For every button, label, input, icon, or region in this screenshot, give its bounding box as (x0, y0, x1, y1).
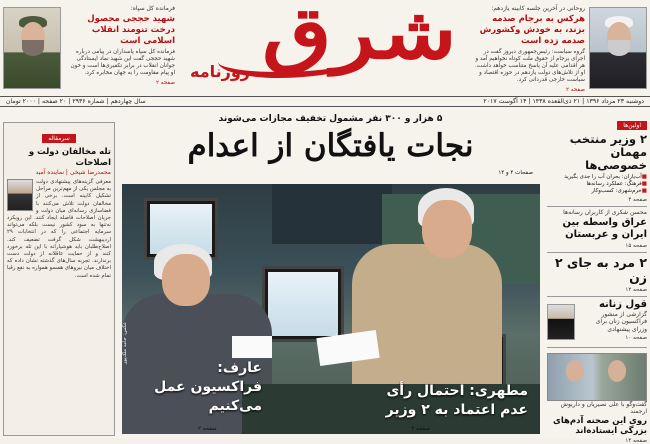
bullet-item: ■ آب‌یاران: بحران آب را جدی بگیرید (547, 174, 647, 181)
caption-right[interactable]: مطهری: احتمال رأی عدم اعتماد به ۲ وزیر (385, 383, 528, 418)
teaser-page-ref: صفحه ۲ (566, 87, 585, 93)
document-paper (232, 336, 272, 358)
brief-page-ref: صفحه ۱۴ (625, 437, 647, 444)
date-text: دوشنبه ۲۳ مرداد ۱۳۹۶ | ۲۱ ذی‌القعده ۱۴۳۸ | ۱۴ آگوست ۲۰۱۷ (483, 98, 644, 105)
brief-kicker: محسن شکری از کاربران رسانه‌ها (563, 209, 647, 216)
beard-shape (22, 40, 44, 56)
bullet-item: ■ خرم‌شهری: کسب‌وکار (547, 188, 647, 195)
logo-subtitle: روزنامه (190, 62, 250, 81)
face-shape (422, 200, 472, 258)
brief-headline: ۲ مرد به جای ۲ زن (554, 254, 647, 285)
brief-page-ref: صفحه ۱۲ (625, 286, 647, 293)
teaser-kicker: روحانی در آخرین جلسه کابینه یازدهم: (491, 5, 585, 12)
caption-left[interactable]: عارف: فراکسیون عمل می‌کنیم (154, 360, 262, 414)
brief-body: گزارشی از منشور فراکسیون زنان برای وزرای پیشنهادی (595, 310, 647, 333)
photo-credit: عکس: حامد ملک‌پور (122, 321, 128, 364)
teaser-box-left[interactable] (3, 3, 179, 93)
teaser-headline: شهید حججی محصول درخت تنومند انقلاب اسلامی است (87, 14, 175, 46)
beard-shape (608, 40, 630, 56)
editorial-headline: تله مخالفان دولت و اصلاحات (28, 147, 111, 168)
logo-wordmark: شرق (262, 0, 457, 75)
newspaper-logo[interactable] (188, 0, 463, 94)
portrait-photo (3, 7, 61, 89)
man-beige-suit (352, 244, 502, 404)
background-figure (272, 184, 392, 244)
woman-photo (547, 304, 575, 340)
brief-headline: روی این صحنه آدم‌های بزرگی ایستاده‌اند (553, 415, 647, 436)
face-shape (162, 254, 210, 306)
portrait-photo (589, 7, 647, 89)
editorial-author: محمدرضا شیخی | نماینده آمید (35, 169, 111, 176)
teaser-headline: هرکس به برجام صدمه بزند، به خودش وکشورش صدمه زده است (479, 14, 585, 46)
caption-page-ref: صفحه ۲ (198, 426, 217, 432)
section-tag: اولین‌ها (617, 121, 647, 130)
bullet-item: ■ فرهنگ: عملکرد رسانه‌ها (547, 181, 647, 188)
brief-headline: عراق واسطه بین ایران و عربستان (562, 216, 647, 240)
teaser-text (65, 5, 175, 87)
face-shape (566, 360, 584, 382)
lead-headline[interactable]: نجات یافتگان از اعدام (187, 128, 474, 164)
brief-story[interactable] (547, 252, 647, 293)
teaser-text (473, 5, 585, 93)
monitor-center (262, 266, 344, 342)
brief-bullets (547, 174, 647, 195)
brief-story[interactable] (547, 206, 647, 249)
teaser-page-ref: صفحه ۲ (156, 80, 175, 86)
two-men-photo (547, 353, 647, 401)
teaser-kicker: فرمانده کل سپاه: (130, 5, 175, 12)
teaser-body: فرمانده کل سپاه پاسداران در پیامی درباره شهید حججی گفت این شهید نماد ایستادگی جوانان انقلاب در برابر تکفیری‌ها است و خون او پیام مقاومت را به جهان مخابره کرد. (70, 49, 175, 76)
dateline-bar (0, 96, 650, 107)
brief-story[interactable] (547, 347, 647, 444)
brief-page-ref: صفحه ۱۵ (625, 242, 647, 249)
author-photo (7, 179, 33, 211)
teaser-box-right[interactable] (469, 3, 647, 93)
brief-headline: ۲ وزیر منتخب مهمان خصوصی‌ها (569, 132, 647, 172)
teaser-body: گروه سیاست: رئیس‌جمهوری دیروز گفت در اجرای برجام از حقوق ملت کوتاه نخواهیم آمد و هر اقدامی علیه آن پاسخ متناسب خواهد داشت. او از تلاش‌های دولت یازدهم در حوزه اقتصاد و سیاست خارجی قدردانی کرد. (474, 49, 585, 83)
brief-headline: قول زنانه (598, 298, 647, 310)
lead-kicker: ۵ هزار و ۳۰۰ نفر مشمول تخفیف مجازات می‌شوند (218, 114, 443, 124)
masthead (0, 0, 650, 108)
news-briefs-column (547, 112, 647, 444)
brief-page-ref: صفحه ۴ (628, 197, 647, 203)
lead-page-ref: صفحات ۴ و ۱۴ (498, 170, 533, 176)
editorial-body: معرفی گزینه‌های پیشنهادی دولت به مجلس یکی از مهم‌ترین مراحل تشکیل کابینه است. برخی از مخالفان دولت تلاش می‌کنند با فضاسازی رسانه‌ای میان دولت و جریان اصلاحات فاصله ایجاد کنند. این رویکرد نه‌تنها به سود کشور نیست بلکه می‌تواند سرمایه اجتماعی را که در انتخابات ۲۹ اردیبهشت شکل گرفت تضعیف کند. اصلاح‌طلبان باید هوشیارانه با این تله برخورد کنند و از حمایت عاقلانه از دولت دست برندارند. تجربه سال‌های گذشته نشان داده که اختلاف میان نیروهای همسو همواره به نفع رقبا تمام شده است. (7, 179, 111, 279)
editorial-tag: سرمقاله (42, 134, 75, 143)
issue-info: سال چهاردهم | شماره ۲۹۳۶ | ۲۰ صفحه | ۲۰۰۰ تومان (6, 98, 146, 105)
lead-story (118, 112, 543, 436)
editorial-column[interactable] (3, 122, 115, 436)
lead-photo[interactable] (122, 184, 540, 434)
brief-page-ref: صفحه ۱۰ (625, 335, 647, 341)
face-shape (608, 360, 626, 382)
caption-page-ref: صفحه ۲ (411, 426, 430, 432)
brief-body: گفت‌وگو با علی نصیریان و داریوش ارجمند (560, 400, 647, 415)
brief-story[interactable] (547, 112, 647, 203)
